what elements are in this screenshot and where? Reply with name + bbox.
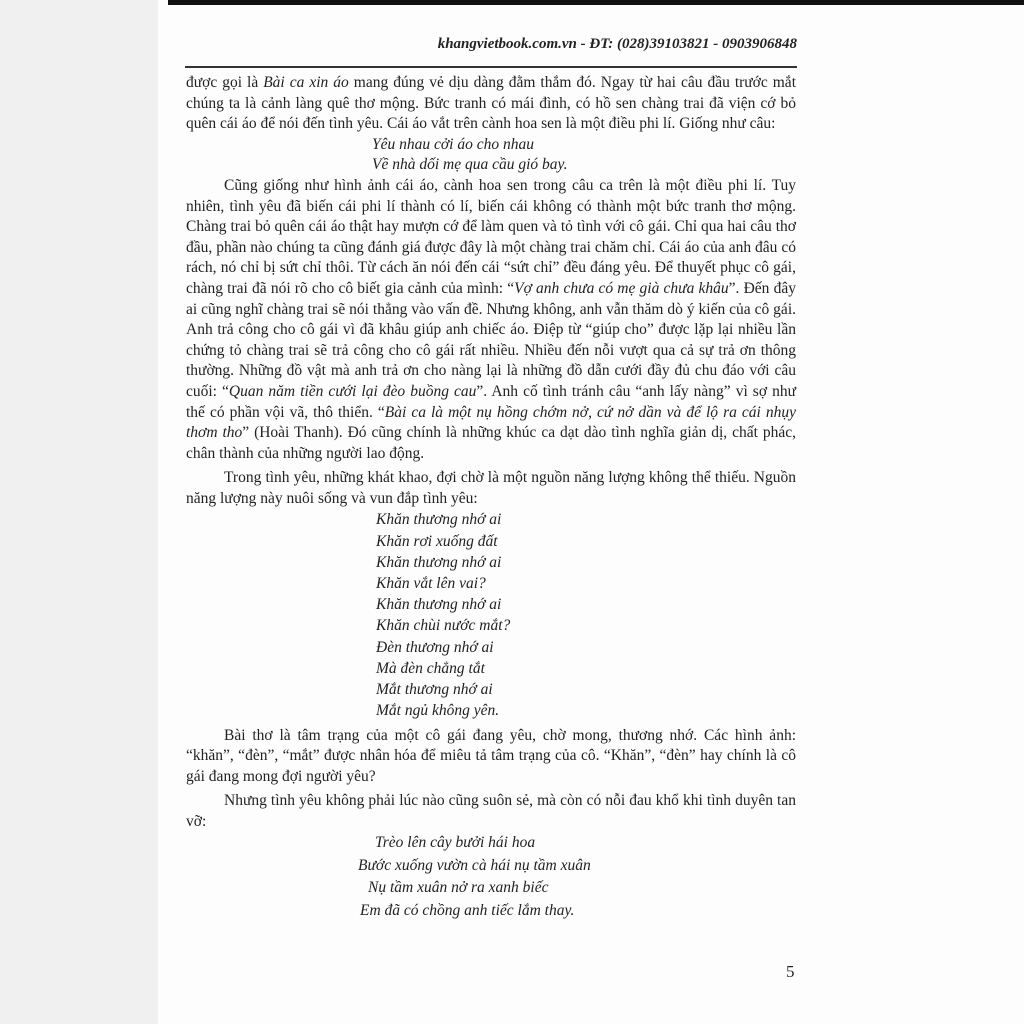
verse-2	[186, 509, 796, 721]
verse-line: Về nhà dối mẹ qua cầu gió bay.	[372, 156, 568, 174]
poem-title: Bài ca xin áo	[263, 74, 349, 91]
scan-edge	[168, 0, 1024, 5]
paragraph-2-text-a: Cũng giống như hình ảnh cái áo, cành hoa sen trong câu ca trên là một điều phi lí. Tuy nhiên, tình yêu đã biến cái phi lí thành có lí, biến cái không có thành một bức tranh thơ mộng. Chàng trai bỏ quên cái áo thật hay mượn cớ để làm quen và tỏ tình với cô gái. Chỉ qua hai câu thơ đầu, phần nào chúng ta cũng đánh giá được đây là một chàng trai chăm chỉ. Cái áo của anh đâu có rách, nó chỉ bị sứt chỉ thôi. Từ cách ăn nói đến cái “sứt chỉ” đều đáng yêu. Để thuyết phục cô gái, chàng trai đã nói rõ cho cô biết gia cảnh của mình: “	[186, 176, 796, 297]
paragraph-1	[186, 73, 796, 135]
paragraph-4: Bài thơ là tâm trạng của một cô gái đang yêu, chờ mong, thương nhớ. Các hình ảnh: “khăn”, “đèn”, “mắt” được nhân hóa để miêu tả tâm trạng của cô. “Khăn”, “đèn” hay chính là cô gái đang mong đợi người yêu?	[186, 726, 796, 785]
paragraph-2-text-c: ”. Anh cố tình tránh câu “anh lấy nàng” vì sợ như thế có phần vội vã, thô thiển. “	[186, 382, 796, 421]
verse-line: Mà đèn chẳng tắt	[376, 659, 485, 677]
verse-line: Khăn vắt lên vai?	[376, 575, 486, 593]
header-rule	[185, 66, 797, 68]
quote-1: Vợ anh chưa có mẹ già chưa khâu	[514, 279, 729, 297]
paragraph-2	[186, 176, 796, 464]
paragraph-3: Trong tình yêu, những khát khao, đợi chờ là một nguồn năng lượng không thể thiếu. Nguồn năng lượng này nuôi sống và vun đắp tình yêu:	[186, 469, 796, 507]
page-header: khangvietbook.com.vn - ĐT: (028)39103821 - 0903906848	[437, 36, 797, 52]
verse-1	[186, 135, 796, 176]
page-number: 5	[786, 962, 795, 981]
quote-3: Bài ca là một nụ hồng chớm nở, cứ nở dần và để lộ ra cái nhụy thơm tho	[186, 403, 796, 442]
verse-line: Mắt thương nhớ ai	[376, 681, 493, 699]
verse-line: Yêu nhau cởi áo cho nhau	[372, 135, 534, 153]
verse-line: Đèn thương nhớ ai	[376, 638, 494, 656]
quote-2: Quan năm tiền cưới lại đèo buồng cau	[228, 382, 477, 400]
verse-line: Khăn thương nhớ ai	[376, 596, 502, 614]
verse-line: Em đã có chồng anh tiếc lắm thay.	[360, 901, 575, 919]
paragraph-2-text-b: ”. Đến đây ai cũng nghĩ chàng trai sẽ nói thẳng vào vấn đề. Nhưng không, anh vẫn thăm dò ý kiến của cô gái. Anh trả công cho cô gái vì đã khâu giúp anh chiếc áo. Điệp từ “giúp cho” được lặp lại nhiều lần chứng tỏ chàng trai sẽ trả công cho cô gái rất nhiều. Nhiều đến nỗi vượt qua cả sự trả ơn thông thường. Những đồ vật mà anh trả ơn cho nàng lại là những đồ dẫn cưới đầy đủ chu đáo với câu cuối: “	[186, 279, 796, 400]
verse-line: Trèo lên cây bưởi hái hoa	[375, 834, 536, 852]
verse-line: Khăn thương nhớ ai	[376, 511, 502, 529]
paragraph-5: Nhưng tình yêu không phải lúc nào cũng suôn sẻ, mà còn có nỗi đau khổ khi tình duyên tan vỡ:	[186, 792, 796, 830]
page-content	[186, 73, 796, 922]
verse-3	[186, 832, 796, 922]
verse-line: Khăn rơi xuống đất	[376, 532, 498, 550]
verse-line: Nụ tầm xuân nở ra xanh biếc	[368, 879, 549, 897]
verse-line: Khăn thương nhớ ai	[376, 553, 502, 571]
verse-line: Bước xuống vườn cà hái nụ tầm xuân	[358, 856, 591, 874]
paragraph-1-text-a: được gọi là	[186, 74, 264, 91]
paragraph-1-text-b: mang đúng vẻ dịu dàng đằm thắm đó. Ngay từ hai câu đầu trước mắt chúng ta là cảnh làng quê thơ mộng. Bức tranh có mái đình, có hồ sen chàng trai đã viện cớ bỏ quên cái áo để nói đến tình yêu. Cái áo vắt trên cành hoa sen là một điều phi lí. Giống như câu:	[186, 74, 796, 133]
verse-line: Mắt ngủ không yên.	[376, 702, 500, 720]
paragraph-2-text-d: ” (Hoài Thanh). Đó cũng chính là những khúc ca dạt dào tình nghĩa giản dị, chất phác, chân thành của những người lao động.	[186, 424, 796, 462]
verse-line: Khăn chùi nước mắt?	[376, 617, 511, 635]
